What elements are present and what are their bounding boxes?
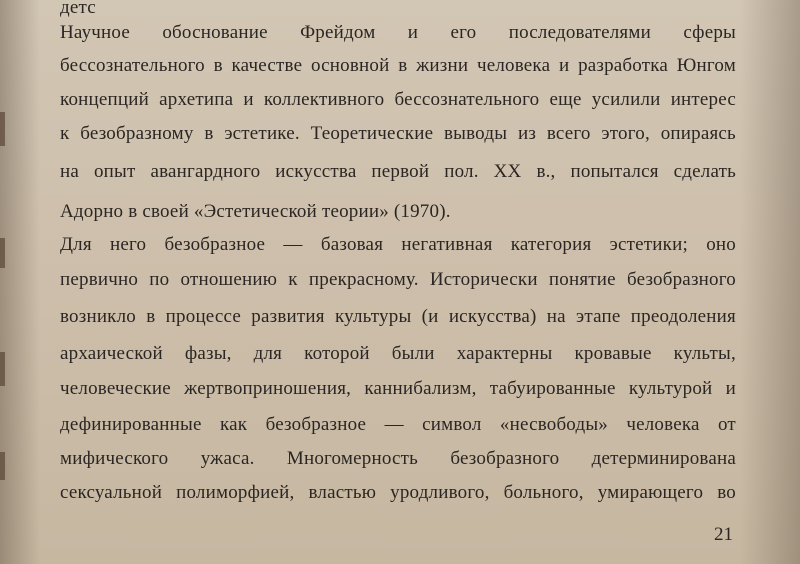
word: человеческие bbox=[60, 378, 171, 399]
text-line bbox=[60, 122, 736, 146]
word: больного, bbox=[503, 482, 584, 503]
word: эстетике. bbox=[224, 123, 300, 144]
word: процессе bbox=[165, 306, 242, 327]
word: пол. bbox=[444, 161, 479, 182]
word: этого, bbox=[601, 123, 650, 144]
word: культуры bbox=[334, 306, 412, 327]
text-line bbox=[60, 88, 736, 112]
word: фазы, bbox=[184, 343, 232, 364]
word: — bbox=[384, 414, 404, 435]
word: еще bbox=[549, 89, 582, 110]
word: во bbox=[717, 482, 736, 503]
text-line-partial bbox=[60, 0, 736, 18]
word: сделать bbox=[673, 161, 736, 182]
word: обоснование bbox=[162, 22, 268, 43]
word: негативная bbox=[401, 234, 493, 255]
text-line bbox=[60, 447, 736, 471]
word: первично bbox=[60, 269, 139, 290]
word: всего bbox=[546, 123, 591, 144]
word: искусства bbox=[275, 161, 357, 182]
page-number: 21 bbox=[714, 524, 733, 545]
word: из bbox=[517, 123, 537, 144]
text-line bbox=[60, 160, 736, 184]
word: жертвоприношения, bbox=[184, 378, 352, 399]
text-line bbox=[60, 342, 736, 366]
text-line-paragraph-end: Адорно в своей «Эстетической теории» (1970). bbox=[60, 201, 451, 222]
word: Для bbox=[60, 234, 92, 255]
text-line bbox=[60, 377, 736, 401]
word: мифического bbox=[60, 448, 169, 469]
word: от bbox=[717, 414, 736, 435]
word: кровавые bbox=[574, 343, 652, 364]
word: безобразному bbox=[80, 123, 194, 144]
word: искусства) bbox=[448, 306, 537, 327]
word: на bbox=[60, 161, 80, 182]
word: базовая bbox=[320, 234, 384, 255]
word: культурой bbox=[628, 378, 713, 399]
word: Фрейдом bbox=[300, 22, 376, 43]
word: и bbox=[725, 378, 736, 399]
word: на bbox=[546, 306, 566, 327]
word: авангардного bbox=[150, 161, 261, 182]
word: культы, bbox=[673, 343, 736, 364]
word: отношению bbox=[180, 269, 278, 290]
word: качестве bbox=[231, 55, 303, 76]
word: табуированные bbox=[489, 378, 616, 399]
word: основной bbox=[310, 55, 390, 76]
word: человека bbox=[626, 414, 700, 435]
text-line bbox=[60, 268, 736, 292]
word: Теоретические bbox=[310, 123, 434, 144]
word: коллективного bbox=[263, 89, 385, 110]
word: в bbox=[213, 55, 223, 76]
word: бессознательного bbox=[394, 89, 540, 110]
word: уродливого, bbox=[390, 482, 490, 503]
word: развития bbox=[251, 306, 325, 327]
word: безобразное bbox=[164, 234, 266, 255]
word: интерес bbox=[670, 89, 736, 110]
text-line bbox=[60, 54, 736, 78]
word: умирающего bbox=[597, 482, 704, 503]
word: были bbox=[391, 343, 435, 364]
word: каннибализм, bbox=[364, 378, 477, 399]
binding-holes bbox=[0, 0, 14, 564]
word: его bbox=[450, 22, 477, 43]
word: полиморфией, bbox=[176, 482, 295, 503]
word: в., bbox=[536, 161, 556, 182]
word: к bbox=[60, 123, 70, 144]
word: и bbox=[407, 22, 419, 43]
word: XX bbox=[493, 161, 522, 182]
word: оно bbox=[706, 234, 736, 255]
word: к bbox=[288, 269, 298, 290]
word: для bbox=[253, 343, 283, 364]
word: (и bbox=[421, 306, 439, 327]
text-line bbox=[60, 481, 736, 505]
word: в bbox=[146, 306, 156, 327]
word: категория bbox=[510, 234, 592, 255]
word: опыт bbox=[93, 161, 136, 182]
word: ужаса. bbox=[200, 448, 255, 469]
word: как bbox=[220, 414, 248, 435]
word: в bbox=[398, 55, 408, 76]
text-line-paragraph-start bbox=[60, 233, 736, 257]
word: детерминирована bbox=[591, 448, 736, 469]
word: возникло bbox=[60, 306, 136, 327]
word: властью bbox=[308, 482, 377, 503]
word: дефинированные bbox=[60, 414, 202, 435]
line-text: детс bbox=[60, 0, 96, 18]
word: понятие bbox=[548, 269, 616, 290]
word: него bbox=[110, 234, 147, 255]
word: которой bbox=[304, 343, 370, 364]
word: выводы bbox=[444, 123, 508, 144]
word: разработка bbox=[578, 55, 669, 76]
word: и bbox=[558, 55, 570, 76]
word: символ bbox=[422, 414, 482, 435]
word: Научное bbox=[60, 22, 130, 43]
word: Исторически bbox=[429, 269, 538, 290]
word: безобразное bbox=[265, 414, 367, 435]
word: и bbox=[243, 89, 254, 110]
word: попытался bbox=[570, 161, 659, 182]
word: последователями bbox=[508, 22, 651, 43]
word: «несвободы» bbox=[499, 414, 608, 435]
word: жизни bbox=[416, 55, 469, 76]
word: человека bbox=[476, 55, 551, 76]
text-line bbox=[60, 413, 736, 437]
word: бессознательного bbox=[60, 55, 205, 76]
word: архаической bbox=[60, 343, 163, 364]
word: преодоления bbox=[630, 306, 736, 327]
word: Многомерность bbox=[286, 448, 418, 469]
word: первой bbox=[371, 161, 430, 182]
word: в bbox=[204, 123, 214, 144]
word: опираясь bbox=[660, 123, 736, 144]
word: прекрасному. bbox=[308, 269, 419, 290]
word: Юнгом bbox=[676, 55, 736, 76]
word: усилили bbox=[591, 89, 661, 110]
word: сексуальной bbox=[60, 482, 163, 503]
page-shadow-right bbox=[740, 0, 800, 564]
text-line bbox=[60, 21, 736, 45]
word: по bbox=[149, 269, 170, 290]
word: характерны bbox=[456, 343, 553, 364]
word: эстетики; bbox=[609, 234, 688, 255]
word: архетипа bbox=[159, 89, 234, 110]
word: этапе bbox=[576, 306, 621, 327]
word: безобразного bbox=[450, 448, 560, 469]
text-line bbox=[60, 305, 736, 329]
word: концепций bbox=[60, 89, 150, 110]
word: — bbox=[283, 234, 303, 255]
word: сферы bbox=[683, 22, 736, 43]
word: безобразного bbox=[626, 269, 736, 290]
